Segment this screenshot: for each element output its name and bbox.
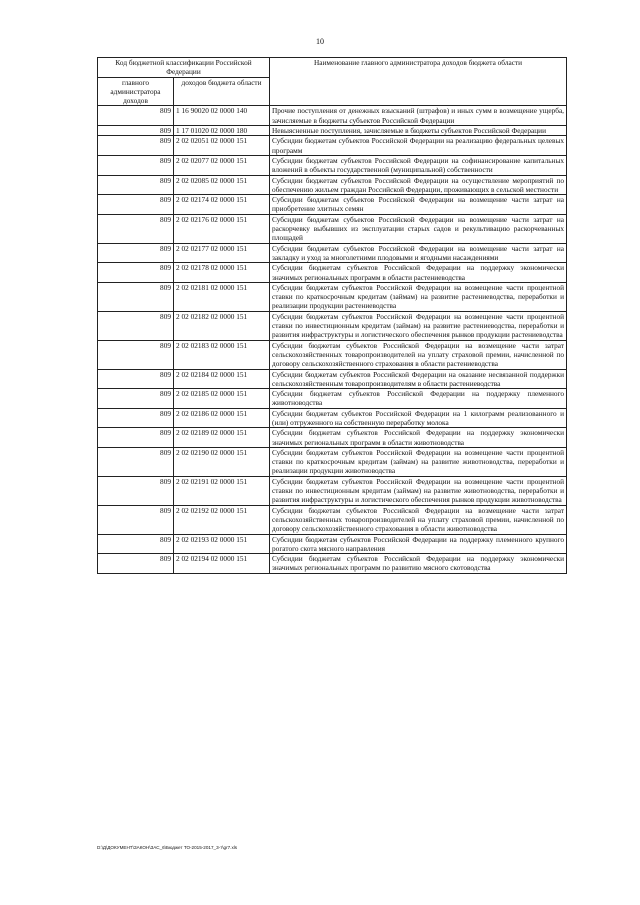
revenue-name-cell: Субсидии бюджетам субъектов Российской Федерации на 1 килограмм реализованного и (или) отгруженного на собственную переработку молока [270, 408, 567, 428]
revenue-name-cell: Субсидии бюджетам субъектов Российской Федерации на возмещение части затрат на приобретение элитных семян [270, 195, 567, 215]
revenue-name-cell: Субсидии бюджетам субъектов Российской Федерации на поддержку экономически значимых региональных программ в области животноводства [270, 428, 567, 448]
page-number: 10 [316, 37, 324, 46]
admin-code-cell: 809 [98, 554, 174, 574]
table-row [98, 369, 567, 389]
admin-code-cell: 809 [98, 428, 174, 448]
revenue-code-cell: 2 02 02181 02 0000 151 [174, 282, 270, 311]
table-row [98, 408, 567, 428]
revenue-code-cell: 2 02 02174 02 0000 151 [174, 195, 270, 215]
admin-code-cell: 809 [98, 389, 174, 409]
table-row [98, 263, 567, 283]
admin-code-cell: 809 [98, 243, 174, 263]
revenue-code-cell: 2 02 02182 02 0000 151 [174, 311, 270, 340]
revenue-name-cell: Субсидии бюджетам субъектов Российской Федерации на возмещение части затрат сельскохозяйственных товаропроизводителей на уплату страховой премии, начисленной по договору сельскохозяйственного страхования в области животноводства [270, 505, 567, 534]
revenue-code-cell: 2 02 02183 02 0000 151 [174, 340, 270, 369]
table-row [98, 126, 567, 136]
revenue-code-cell: 2 02 02192 02 0000 151 [174, 505, 270, 534]
admin-code-cell: 809 [98, 447, 174, 476]
table-row [98, 155, 567, 175]
admin-code-cell: 809 [98, 340, 174, 369]
table-row [98, 428, 567, 448]
admin-code-cell: 809 [98, 175, 174, 195]
revenue-name-cell: Субсидии бюджетам субъектов Российской Федерации на поддержку экономически значимых региональных программ по развитию мясного скотоводства [270, 554, 567, 574]
revenue-name-cell: Субсидии бюджетам субъектов Российской Федерации на поддержку племенного крупного рогатого скота мясного направления [270, 534, 567, 554]
revenue-code-cell: 2 02 02185 02 0000 151 [174, 389, 270, 409]
table-row [98, 340, 567, 369]
table-row [98, 534, 567, 554]
admin-code-cell: 809 [98, 214, 174, 243]
revenue-code-cell: 2 02 02190 02 0000 151 [174, 447, 270, 476]
admin-code-cell: 809 [98, 534, 174, 554]
admin-code-cell: 809 [98, 408, 174, 428]
revenue-code-cell: 1 17 01020 02 0000 180 [174, 126, 270, 136]
revenue-code-cell: 2 02 02191 02 0000 151 [174, 476, 270, 505]
revenue-code-cell: 2 02 02193 02 0000 151 [174, 534, 270, 554]
revenue-code-cell: 2 02 02189 02 0000 151 [174, 428, 270, 448]
admin-code-cell: 809 [98, 282, 174, 311]
table-row [98, 476, 567, 505]
table-row [98, 106, 567, 126]
table-row [98, 175, 567, 195]
revenue-name-cell: Субсидии бюджетам субъектов Российской Федерации на возмещение части процентной ставки по краткосрочным кредитам (займам) на развитие животноводства, переработки и реализации продукции животноводства [270, 447, 567, 476]
admin-code-cell: 809 [98, 369, 174, 389]
revenue-code-cell: 2 02 02077 02 0000 151 [174, 155, 270, 175]
admin-code-cell: 809 [98, 126, 174, 136]
table-body [98, 106, 567, 573]
revenue-code-cell: 2 02 02184 02 0000 151 [174, 369, 270, 389]
admin-code-cell: 809 [98, 136, 174, 156]
admin-code-cell: 809 [98, 311, 174, 340]
file-path-footer: D:\Д\ДОКУМЕНТ\ЗАКОН\ЗАС_6\Бюджет ТО-2015-2017_3-т\gr7.xls [97, 845, 238, 850]
admin-code-cell: 809 [98, 263, 174, 283]
table-row [98, 282, 567, 311]
revenue-name-cell: Субсидии бюджетам субъектов Российской Федерации на возмещение части процентной ставки по инвестиционным кредитам (займам) на развитие животноводства, переработки и развития инфраструктуры и логистического обеспечения рынков продукции животноводства [270, 476, 567, 505]
revenue-name-cell: Субсидии бюджетам субъектов Российской Федерации на возмещение части затрат на закладку и уход за многолетними плодовыми и ягодными насаждениями [270, 243, 567, 263]
admin-code-cell: 809 [98, 476, 174, 505]
table-row [98, 311, 567, 340]
revenue-name-cell: Субсидии бюджетам субъектов Российской Федерации на осуществление мероприятий по обеспечению жильем граждан Российской Федерации, проживающих в сельской местности [270, 175, 567, 195]
revenue-name-cell: Субсидии бюджетам субъектов Российской Федерации на поддержку племенного животноводства [270, 389, 567, 409]
table-row [98, 554, 567, 574]
revenue-code-cell: 2 02 02051 02 0000 151 [174, 136, 270, 156]
revenue-code-cell: 2 02 02186 02 0000 151 [174, 408, 270, 428]
header-admin-code: главного администратора доходов [98, 77, 174, 106]
revenue-code-cell: 2 02 02178 02 0000 151 [174, 263, 270, 283]
revenue-code-cell: 2 02 02176 02 0000 151 [174, 214, 270, 243]
revenue-name-cell: Субсидии бюджетам субъектов Российской Федерации на возмещение части затрат сельскохозяйственных товаропроизводителей на уплату страховой премии, начисленной по договору сельскохозяйственного страхования в области растениеводства [270, 340, 567, 369]
admin-code-cell: 809 [98, 195, 174, 215]
revenue-code-cell: 1 16 90020 02 0000 140 [174, 106, 270, 126]
header-revenue-code: доходов бюджета области [174, 77, 270, 106]
revenue-code-cell: 2 02 02194 02 0000 151 [174, 554, 270, 574]
revenue-name-cell: Субсидии бюджетам субъектов Российской Федерации на поддержку экономически значимых региональных программ в области растениеводства [270, 263, 567, 283]
revenue-name-cell: Невыясненные поступления, зачисляемые в бюджеты субъектов Российской Федерации [270, 126, 567, 136]
table-row [98, 195, 567, 215]
header-classification-group: Код бюджетной классификации Российской Федерации [98, 58, 270, 78]
table-row [98, 389, 567, 409]
admin-code-cell: 809 [98, 155, 174, 175]
admin-code-cell: 809 [98, 106, 174, 126]
table-row [98, 136, 567, 156]
revenue-code-cell: 2 02 02177 02 0000 151 [174, 243, 270, 263]
admin-code-cell: 809 [98, 505, 174, 534]
revenue-code-cell: 2 02 02085 02 0000 151 [174, 175, 270, 195]
table-row [98, 243, 567, 263]
revenue-name-cell: Субсидии бюджетам субъектов Российской Федерации на возмещение части процентной ставки по краткосрочным кредитам (займам) на развитие растениеводства, переработки и реализации продукции растениеводства [270, 282, 567, 311]
budget-classification-table [97, 57, 567, 574]
revenue-name-cell: Субсидии бюджетам субъектов Российской Федерации на возмещение части затрат на раскорчевку выбывших из эксплуатации старых садов и рекультивацию раскорчеванных площадей [270, 214, 567, 243]
revenue-name-cell: Субсидии бюджетам субъектов Российской Федерации на реализацию федеральных целевых программ [270, 136, 567, 156]
header-name: Наименование главного администратора доходов бюджета области [270, 58, 567, 106]
table-row [98, 505, 567, 534]
revenue-name-cell: Субсидии бюджетам субъектов Российской Федерации на софинансирование капитальных вложений в объекты государственной (муниципальной) собственности [270, 155, 567, 175]
revenue-name-cell: Субсидии бюджетам субъектов Российской Федерации на оказание несвязанной поддержки сельскохозяйственным товаропроизводителям в области растениеводства [270, 369, 567, 389]
revenue-name-cell: Субсидии бюджетам субъектов Российской Федерации на возмещение части процентной ставки по инвестиционным кредитам (займам) на развитие растениеводства, переработки и развития инфраструктуры и логистического обеспечения рынков продукции растениеводства [270, 311, 567, 340]
revenue-name-cell: Прочие поступления от денежных взысканий (штрафов) и иных сумм в возмещение ущерба, зачисляемые в бюджеты субъектов Российской Федерации [270, 106, 567, 126]
table-row [98, 214, 567, 243]
table-row [98, 447, 567, 476]
